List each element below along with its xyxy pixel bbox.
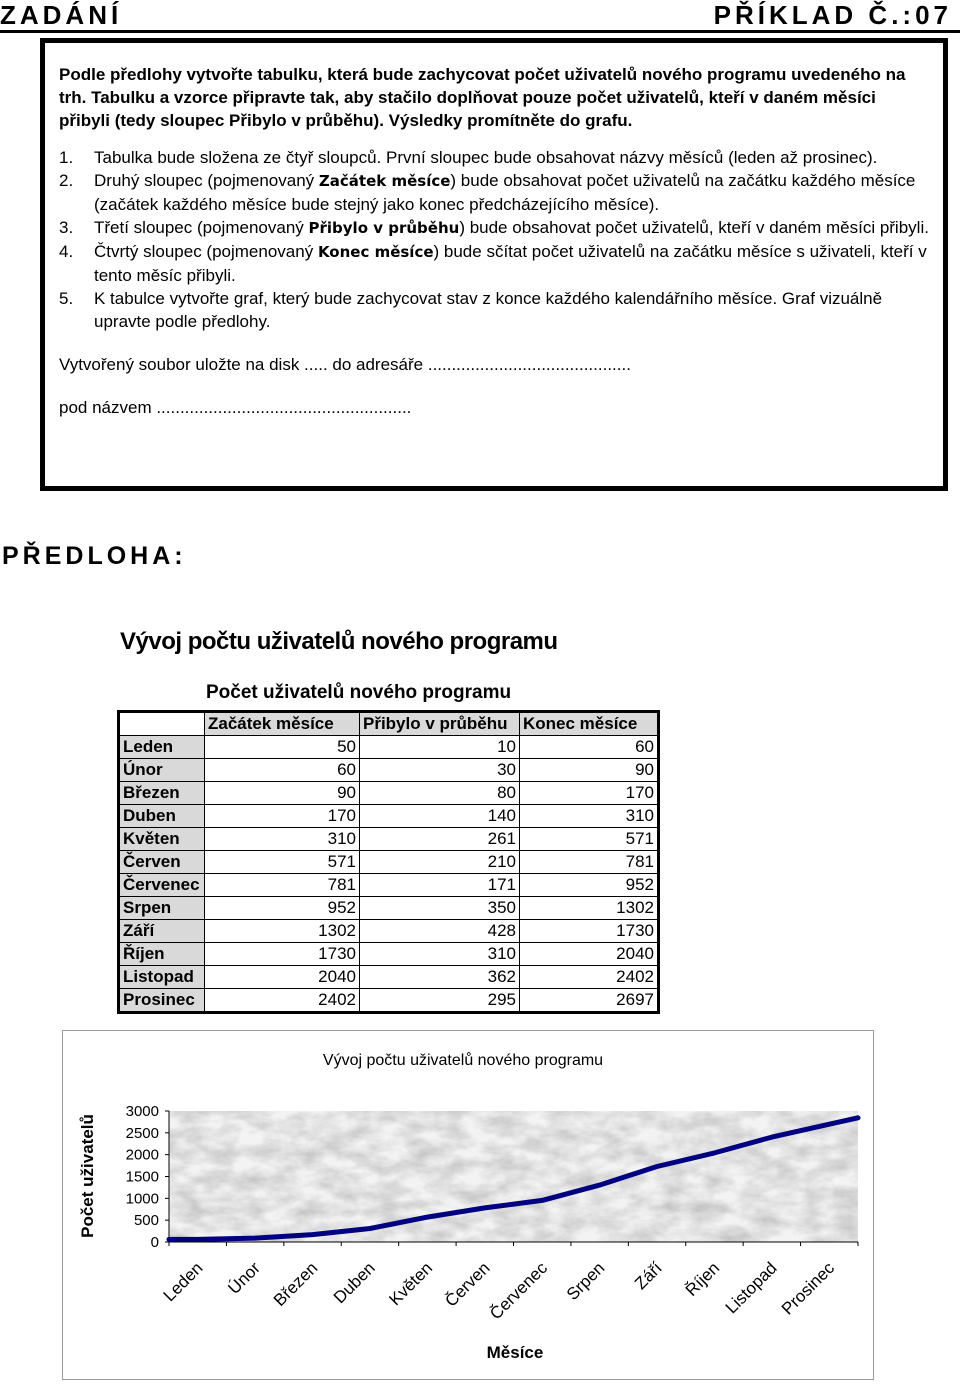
page-title: Vývoj počtu uživatelů nového programu: [120, 628, 558, 655]
header-blank-cell: [119, 712, 205, 736]
step-text-part: ) bude obsahovat počet uživatelů na začátku každého měsíce (začátek každého měsíce bude stejný jako konec předcházejícího měsíce).: [94, 171, 916, 214]
month-cell: Únor: [119, 759, 205, 782]
table-row: [119, 782, 659, 805]
x-tick-label: Květen: [385, 1258, 437, 1310]
plot-area: [126, 1103, 858, 1323]
task-step: [59, 169, 929, 216]
example-number-heading: [714, 0, 952, 31]
month-cell: Březen: [119, 782, 205, 805]
y-tick-label: 500: [133, 1212, 159, 1230]
task-box: [40, 38, 948, 491]
start-cell: 2040: [205, 966, 360, 989]
assignment-heading-text: ZADÁNÍ: [0, 0, 123, 30]
table-row: [119, 805, 659, 828]
start-cell: 170: [205, 805, 360, 828]
save-instruction: Vytvořený soubor uložte na disk ..... do adresáře ...........................................: [59, 355, 631, 374]
start-cell: 1302: [205, 920, 360, 943]
end-cell: 571: [520, 828, 659, 851]
month-cell: Září: [119, 920, 205, 943]
table-row: [119, 943, 659, 966]
task-intro: Podle předlohy vytvořte tabulku, která bude zachycovat počet uživatelů nového programu uvedeného na trh. Tabulku a vzorce připravte tak, aby stačilo doplňovat pouze počet uživatelů, kteří v daném měsíci přibyli (tedy sloupec Přibylo v průběhu). Výsledky promítněte do grafu.: [59, 65, 906, 130]
table-row: [119, 851, 659, 874]
y-tick-label: 1500: [125, 1168, 159, 1186]
table-body: [119, 736, 659, 1013]
month-cell: Červenec: [119, 874, 205, 897]
step-number: 3.: [59, 218, 74, 237]
x-tick-label: Únor: [224, 1258, 264, 1298]
step-text: [94, 169, 929, 216]
column-name: Začátek měsíce: [318, 172, 451, 190]
month-cell: Duben: [119, 805, 205, 828]
table-row: [119, 920, 659, 943]
start-cell: 571: [205, 851, 360, 874]
table-row: [119, 897, 659, 920]
table-row: [119, 736, 659, 759]
month-cell: Srpen: [119, 897, 205, 920]
step-number: 1.: [59, 148, 74, 167]
chart-title: Vývoj počtu uživatelů nového programu: [322, 1052, 604, 1069]
column-name: Přibylo v průběhu: [308, 219, 460, 237]
column-name: Konec měsíce: [317, 243, 434, 261]
x-tick-label: Červen: [441, 1258, 494, 1311]
start-cell: 952: [205, 897, 360, 920]
month-cell: Říjen: [119, 943, 205, 966]
step-text-part: ) bude sčítat počet uživatelů na začátku měsíce s uživateli, kteří v tento měsíc přibyli.: [94, 242, 927, 285]
table-row: [119, 759, 659, 782]
task-step: [59, 240, 929, 287]
x-tick-label: Červenec: [486, 1258, 552, 1324]
step-text-part: Třetí sloupec (pojmenovaný: [94, 218, 309, 237]
start-cell: 2402: [205, 989, 360, 1013]
step-text-part: Druhý sloupec (pojmenovaný: [94, 171, 319, 190]
assignment-heading: [0, 0, 122, 31]
month-cell: Květen: [119, 828, 205, 851]
x-tick-label: Leden: [159, 1258, 207, 1306]
y-axis-label: Počet uživatelů: [78, 1114, 97, 1238]
added-cell: 80: [360, 782, 520, 805]
y-tick-label: 3000: [125, 1103, 159, 1120]
x-tick-label: Duben: [329, 1258, 379, 1308]
task-step: [59, 216, 929, 240]
task-step: [59, 146, 929, 169]
end-cell: 1302: [520, 897, 659, 920]
end-cell: 60: [520, 736, 659, 759]
end-cell: 781: [520, 851, 659, 874]
x-tick-label: Srpen: [562, 1258, 609, 1304]
step-text-part: K tabulce vytvořte graf, který bude zachycovat stav z konce každého kalendářního měsíce. Graf vizuálně upravte podle předlohy.: [94, 289, 883, 331]
example-number-text: PŘÍKLAD Č.:07: [713, 0, 952, 30]
y-tick-label: 0: [150, 1234, 159, 1251]
header-added: Přibylo v průběhu: [360, 712, 520, 736]
plot-texture: [169, 1111, 858, 1242]
added-cell: 10: [360, 736, 520, 759]
end-cell: 310: [520, 805, 659, 828]
x-tick-label: Březen: [269, 1258, 322, 1310]
month-cell: Červen: [119, 851, 205, 874]
month-cell: Listopad: [119, 966, 205, 989]
step-text: [94, 146, 929, 169]
end-cell: 2040: [520, 943, 659, 966]
y-tick-label: 2000: [125, 1146, 159, 1164]
start-cell: 50: [205, 736, 360, 759]
end-cell: 90: [520, 759, 659, 782]
month-cell: Prosinec: [119, 989, 205, 1013]
filename-instruction: pod názvem ......................................................: [59, 398, 412, 417]
task-steps: [59, 146, 929, 333]
step-number: 4.: [59, 242, 74, 261]
step-text-part: Tabulka bude složena ze čtyř sloupců. První sloupec bude obsahovat názvy měsíců (leden až prosinec).: [94, 148, 878, 167]
month-cell: Leden: [119, 736, 205, 759]
x-tick-label: Září: [631, 1258, 666, 1294]
added-cell: 295: [360, 989, 520, 1013]
table-row: [119, 966, 659, 989]
header-divider: [0, 30, 960, 33]
y-tick-label: 2500: [125, 1124, 159, 1142]
step-text-part: Čtvrtý sloupec (pojmenovaný: [94, 242, 318, 261]
table-row: [119, 874, 659, 897]
start-cell: 1730: [205, 943, 360, 966]
start-cell: 90: [205, 782, 360, 805]
x-tick-label: Říjen: [681, 1258, 724, 1300]
added-cell: 210: [360, 851, 520, 874]
template-heading: PŘEDLOHA:: [2, 542, 187, 570]
added-cell: 140: [360, 805, 520, 828]
table-row: [119, 989, 659, 1013]
added-cell: 362: [360, 966, 520, 989]
table-caption: Počet uživatelů nového programu: [206, 682, 512, 703]
added-cell: 30: [360, 759, 520, 782]
end-cell: 170: [520, 782, 659, 805]
y-tick-label: 1000: [125, 1190, 159, 1208]
added-cell: 171: [360, 874, 520, 897]
added-cell: 350: [360, 897, 520, 920]
end-cell: 1730: [520, 920, 659, 943]
chart-area: [62, 1030, 874, 1380]
start-cell: 781: [205, 874, 360, 897]
line-chart: [63, 1031, 875, 1381]
start-cell: 310: [205, 828, 360, 851]
header-start-of-month: Začátek měsíce: [205, 712, 360, 736]
x-axis-label: Měsíce: [486, 1343, 544, 1362]
end-cell: 2402: [520, 966, 659, 989]
start-cell: 60: [205, 759, 360, 782]
x-tick-label: Prosinec: [777, 1258, 839, 1319]
step-text: [94, 287, 929, 333]
added-cell: 428: [360, 920, 520, 943]
x-tick-label: Listopad: [721, 1258, 781, 1318]
table-row: [119, 828, 659, 851]
users-table: [117, 710, 660, 1014]
added-cell: 261: [360, 828, 520, 851]
header-end-of-month: Konec měsíce: [520, 712, 659, 736]
step-text: [94, 216, 929, 240]
step-number: 5.: [59, 289, 74, 308]
step-text-part: ) bude obsahovat počet uživatelů, kteří v daném měsíci přibyli.: [459, 218, 929, 237]
end-cell: 2697: [520, 989, 659, 1013]
added-cell: 310: [360, 943, 520, 966]
task-step: [59, 287, 929, 333]
step-text: [94, 240, 929, 287]
step-number: 2.: [59, 171, 74, 190]
table-header-row: [119, 712, 659, 736]
end-cell: 952: [520, 874, 659, 897]
